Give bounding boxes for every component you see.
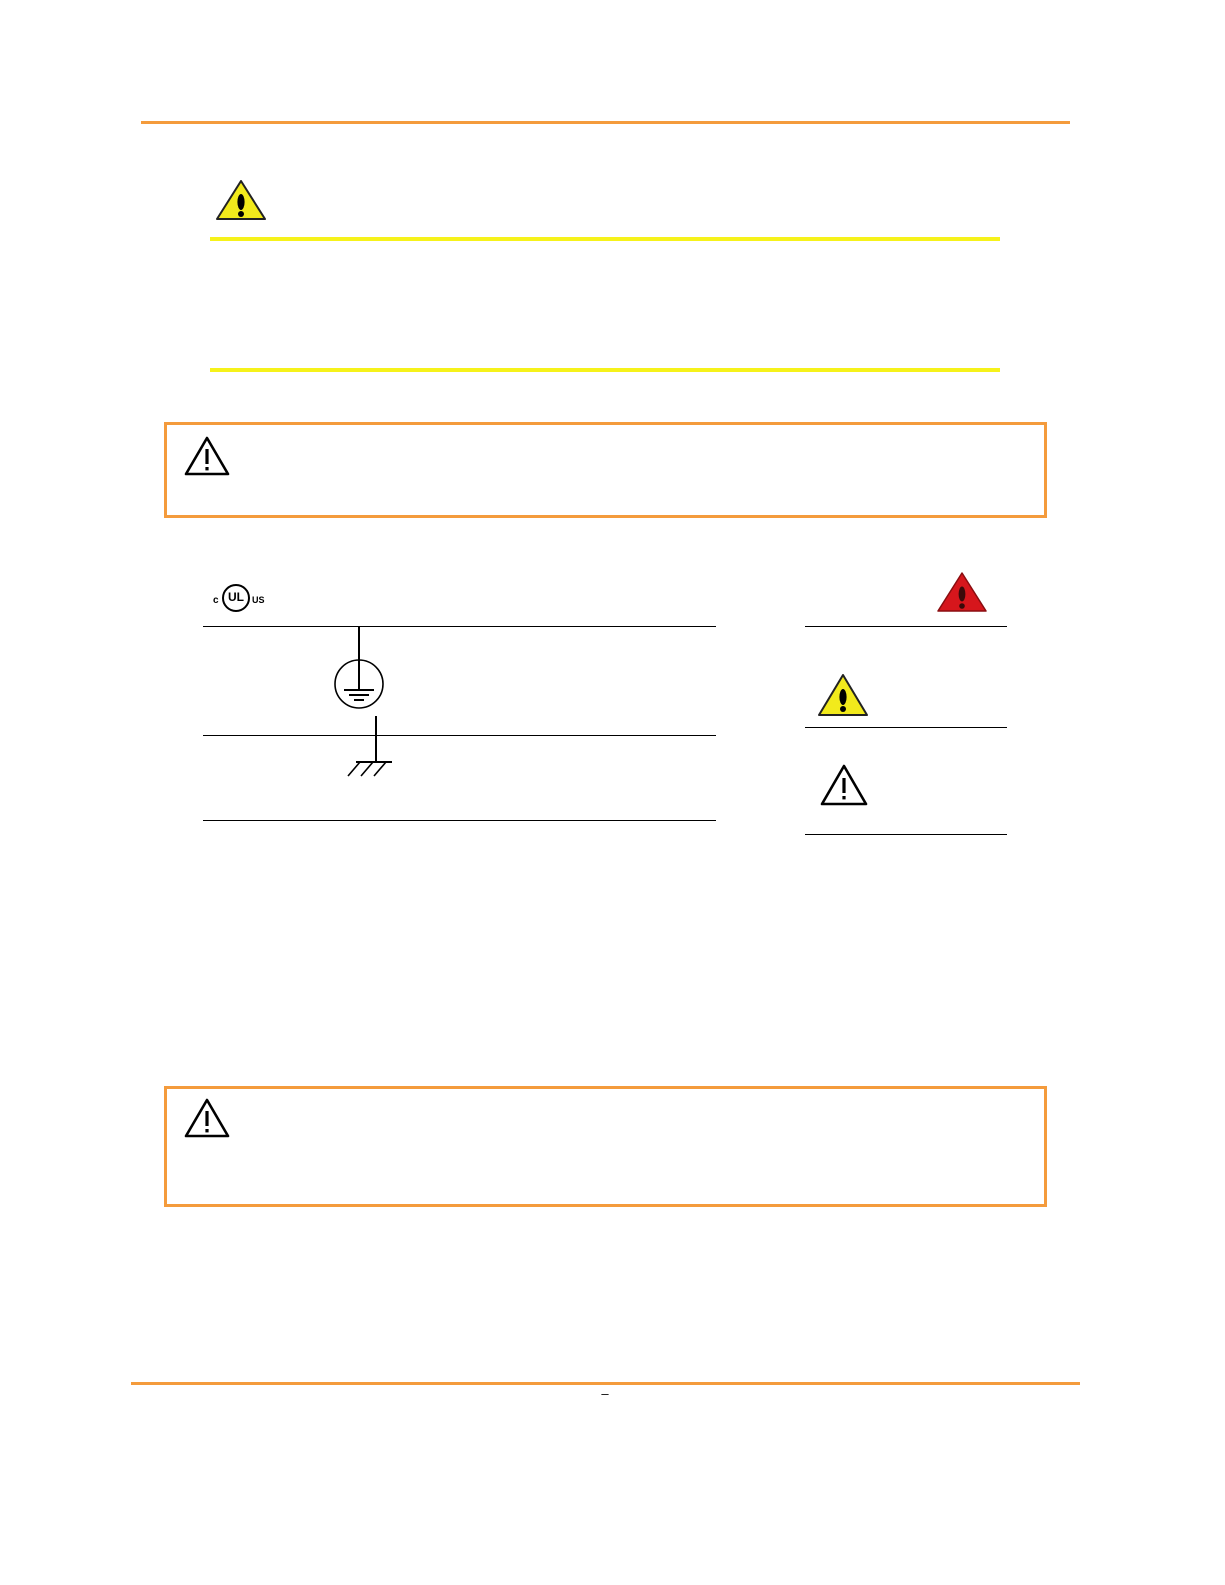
caution-rule-top [210, 237, 1000, 241]
ul-mark-ul: UL [228, 590, 244, 604]
yellow-caution-icon [817, 673, 869, 717]
ul-listing-mark [213, 583, 273, 613]
side-table-rule-2 [805, 727, 1007, 728]
warning-icon [183, 435, 231, 477]
page-number: – [601, 1386, 609, 1401]
protective-ground-icon [326, 626, 392, 710]
header-rule [141, 121, 1070, 124]
outline-warning-icon [819, 763, 869, 807]
ul-mark-us: US [252, 595, 265, 605]
symbols-table-rule-2 [203, 735, 716, 736]
warning-box-2 [164, 1086, 1047, 1207]
red-hazard-icon [936, 571, 988, 613]
caution-icon [215, 179, 267, 221]
warning-box-1 [164, 422, 1047, 518]
ul-mark-c: c [213, 595, 219, 606]
footer-rule [131, 1382, 1080, 1385]
symbols-table-rule-1 [203, 626, 716, 627]
symbols-table-rule-3 [203, 820, 716, 821]
caution-rule-bottom [210, 368, 1000, 372]
caution-note-body [210, 245, 1000, 365]
chassis-ground-icon [342, 716, 398, 780]
side-table-rule-3 [805, 834, 1007, 835]
warning-icon [183, 1097, 231, 1139]
side-table-rule-1 [805, 626, 1007, 627]
